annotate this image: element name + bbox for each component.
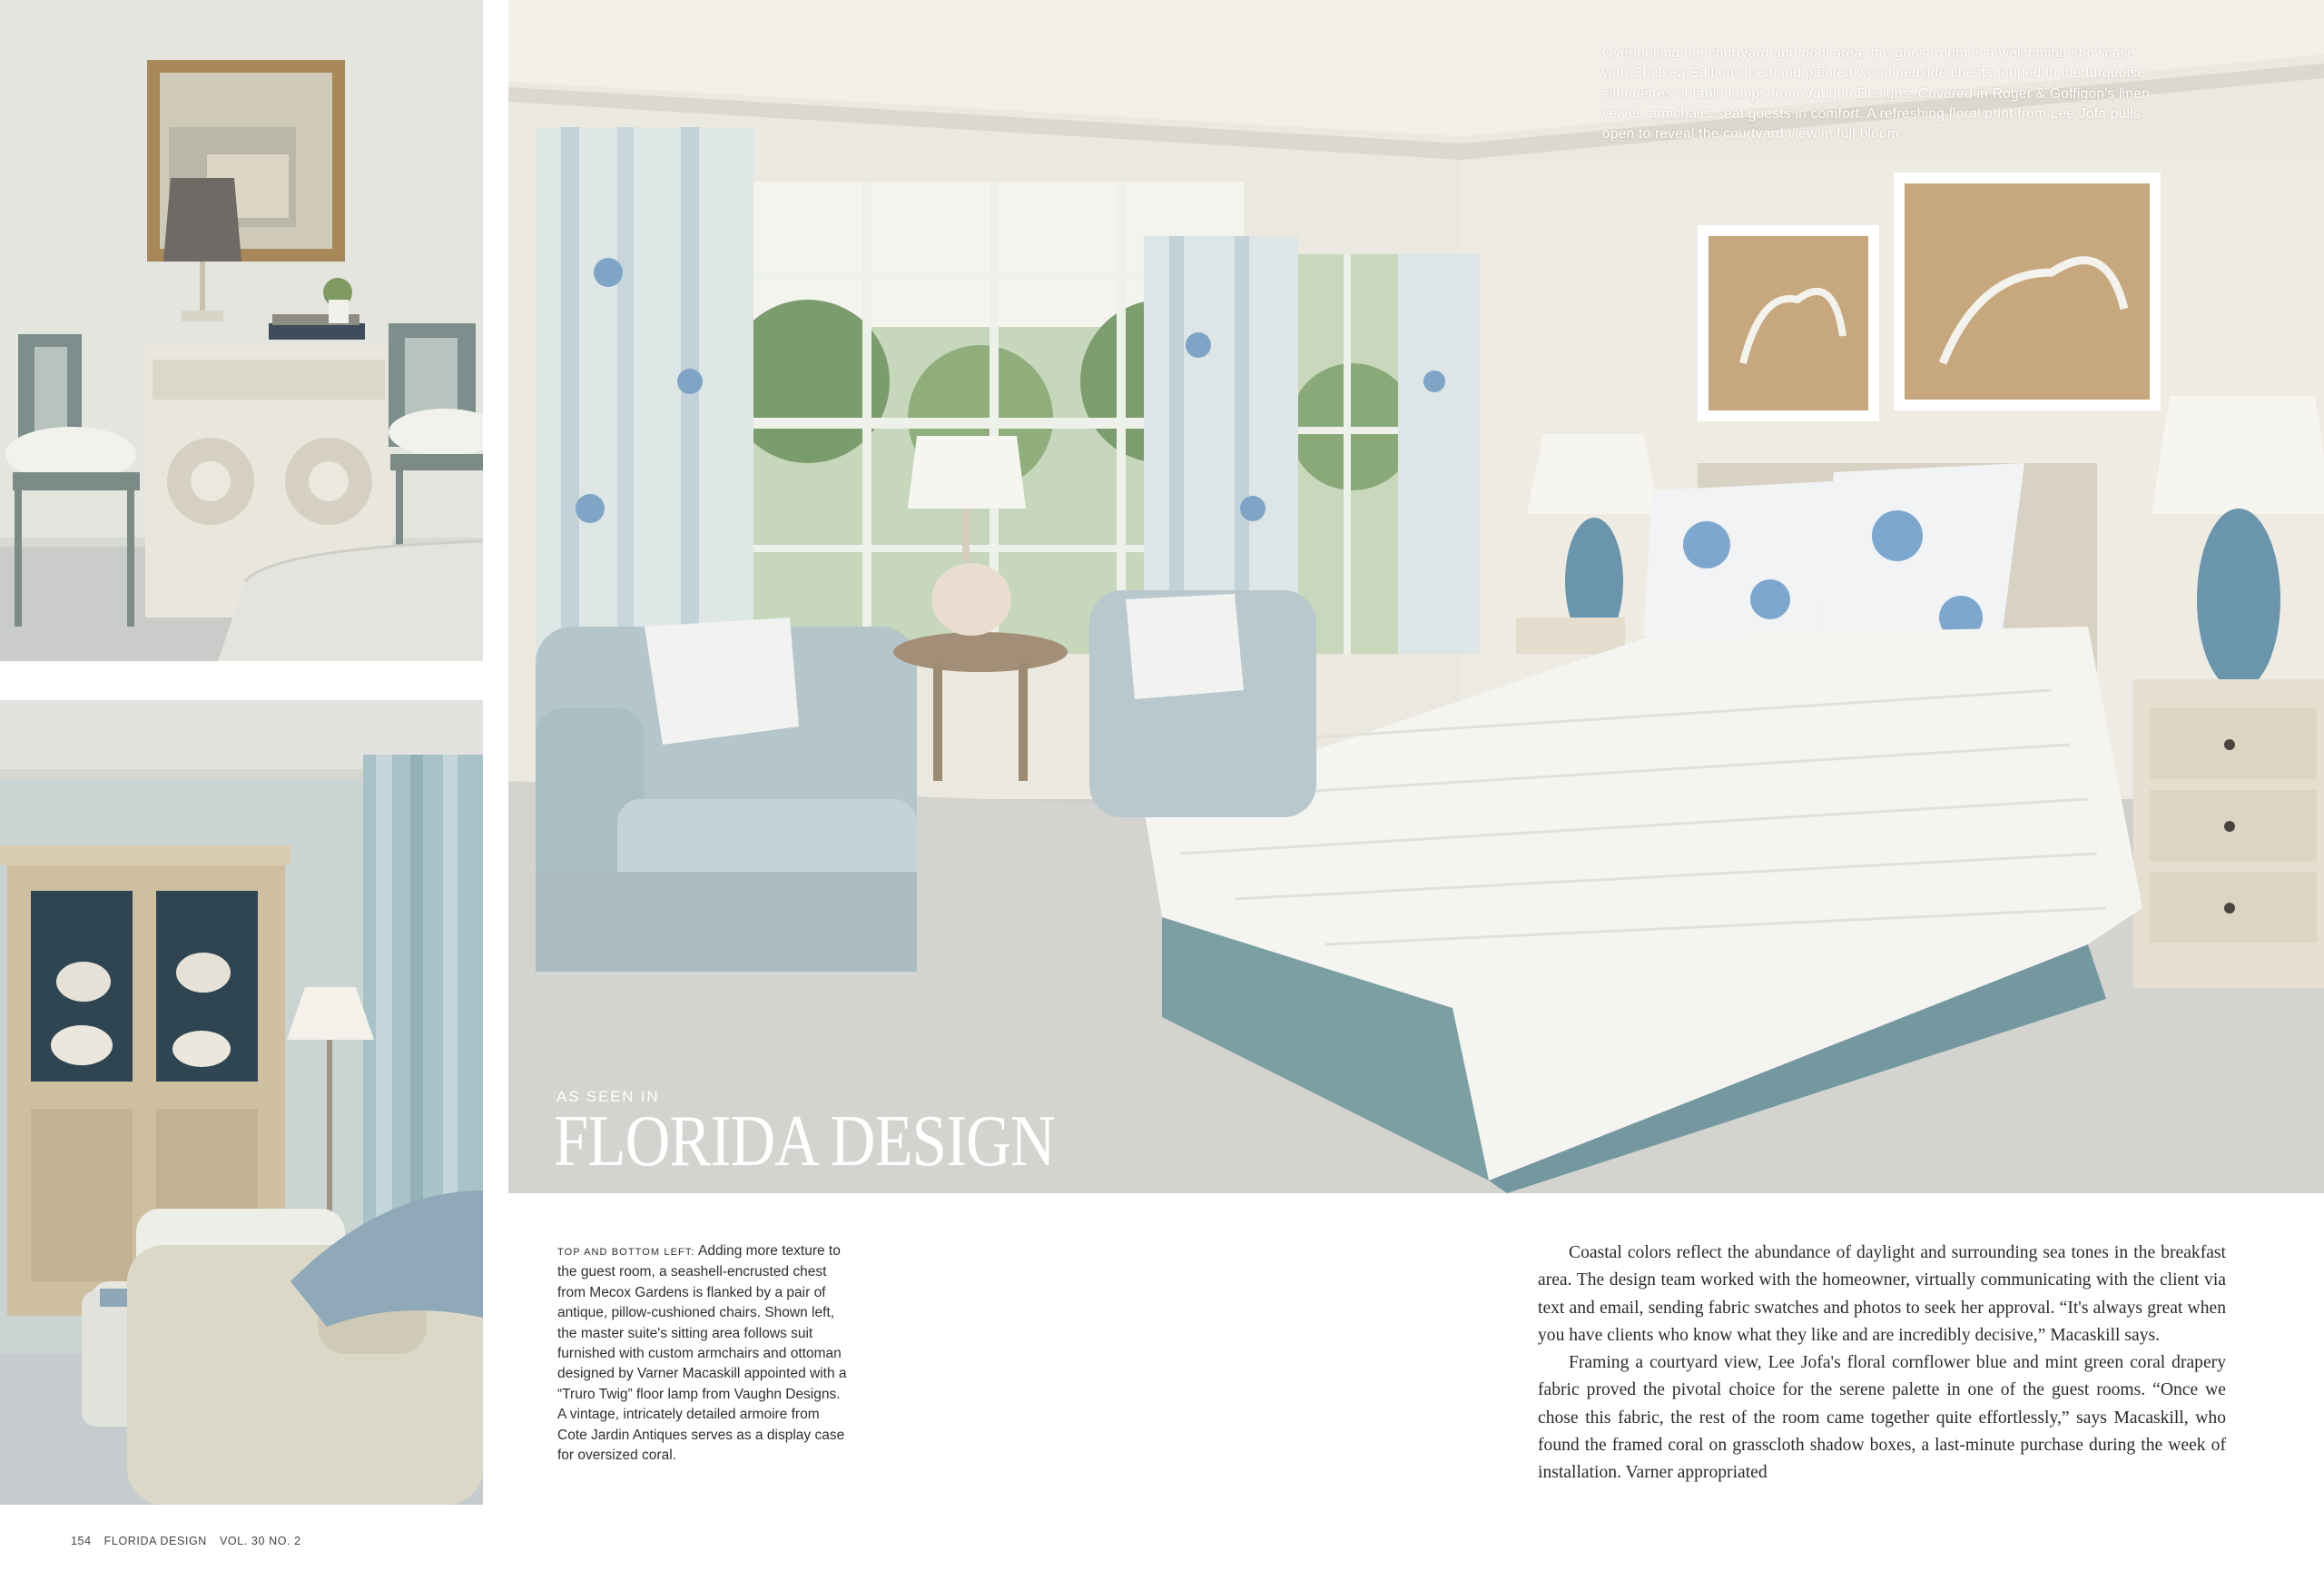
sitting-area-illustration xyxy=(0,700,483,1505)
caption-lead: TOP AND BOTTOM LEFT: xyxy=(557,1247,695,1258)
main-photo-caption: Overlooking the courtyard and pool area, the guest room is a welcoming showcase with Chelsea Editions' bed and painted wood bedside chests topped in the turquoise silhouettes of table lamps from Vaughn Designs. Covered in Roger & Goffigon's linen velvet, armchairs seat guests in comfort. A refreshing floral print from Lee Jofa pulls open to reveal the courtyard view in full bloom. xyxy=(1602,45,2150,143)
body-paragraph: Framing a courtyard view, Lee Jofa's floral cornflower blue and mint green coral drapery fabric proved the pivotal choice for the serene palette in one of the guest rooms. “Once we chose this fabric, the rest of the room came together quite effortlessly,” says Macaskill, who found the framed coral on grasscloth shadow boxes, a last-minute purchase during the week of installation. Varner appropriated xyxy=(1538,1353,2226,1483)
page-folio xyxy=(71,1535,314,1547)
page-number: 154 xyxy=(71,1535,92,1547)
article-body xyxy=(1538,1240,2226,1487)
as-seen-in-kicker: AS SEEN IN xyxy=(556,1088,660,1105)
folio-issue: VOL. 30 NO. 2 xyxy=(219,1535,301,1547)
shell-chest-illustration xyxy=(0,0,483,661)
guest-bedroom-illustration xyxy=(508,0,2324,1193)
left-photos-caption xyxy=(557,1241,848,1466)
folio-publication: FLORIDA DESIGN xyxy=(103,1535,207,1547)
caption-text: Adding more texture to the guest room, a seashell-encrusted chest from Mecox Gardens is flanked by a pair of antique, pillow-cushioned chairs. Shown left, the master suite's sitting area follows suit furnished with custom armchairs and ottoman designed by Varner Macaskill appointed with a “Truro Twig” floor lamp from Vaughn Designs. A vintage, intricately detailed armoire from Cote Jardin Antiques serves as a display case for oversized coral. xyxy=(557,1243,847,1464)
photo-shell-chest-vignette xyxy=(0,0,483,661)
body-paragraph: Coastal colors reflect the abundance of daylight and surrounding sea tones in the breakfast area. The design team worked with the homeowner, virtually communicating with the client via text and email, sending fabric swatches and photos to seek her approval. “It's always great when you have clients who know what they like and are incredibly decisive,” Macaskill says. xyxy=(1538,1243,2226,1345)
photo-master-suite-sitting-area xyxy=(0,700,483,1505)
florida-design-masthead: FLORIDA DESIGN xyxy=(554,1102,1055,1181)
photo-guest-bedroom xyxy=(508,0,2324,1193)
